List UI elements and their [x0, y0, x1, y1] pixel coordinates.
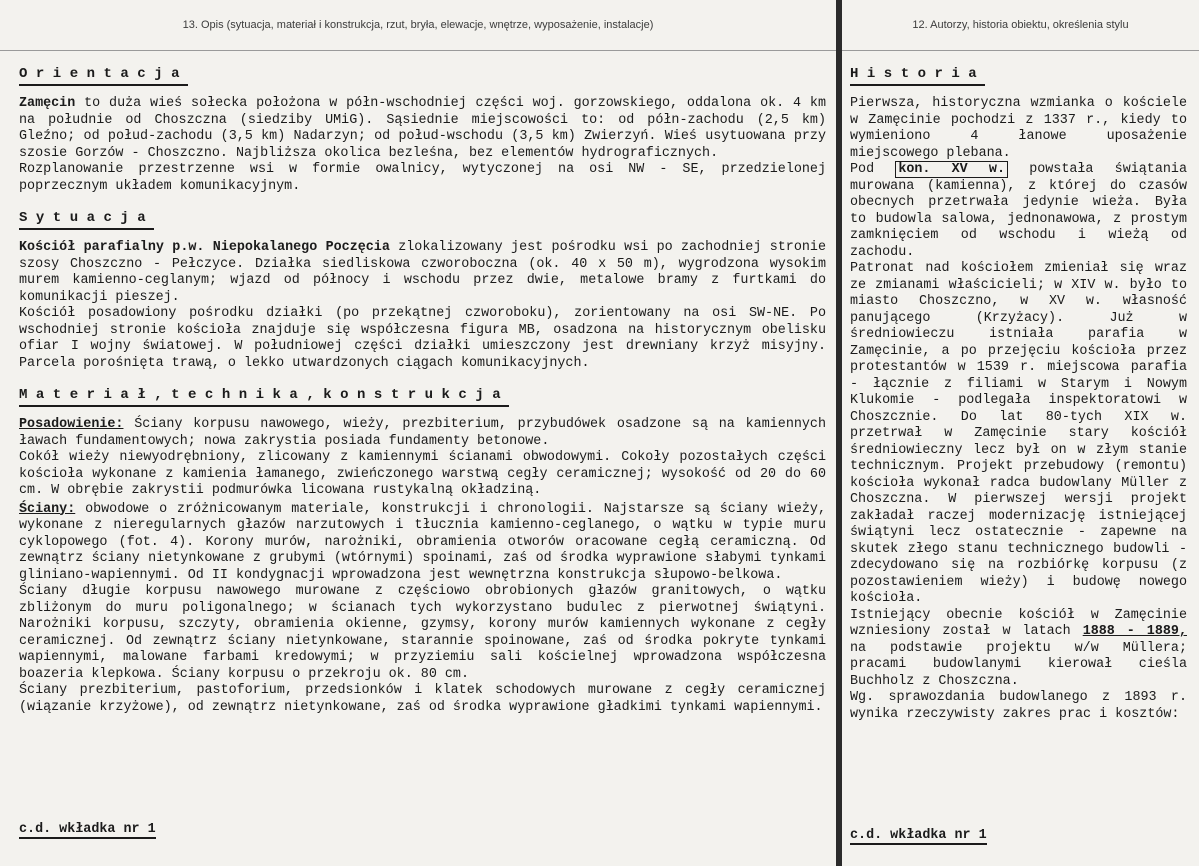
construction-dates: 1888 - 1889, [1082, 624, 1187, 639]
section-title-material: Materiał,technika,konstrukcja [19, 387, 509, 407]
section-title-historia: Historia [850, 66, 985, 86]
sciany-text: obwodowe o zróżnicowanym materiale, konstrukcji i chronologii. Najstarsze są ściany wieży, wykonane z nieregularnych głazów narzutowych i tłucznia kamienno-ceglanego, o wątku w typie muru cyklopowego (fot. 4). Korony murów, narożniki, obramienia otworów oracowane cegłą ceramiczną. Od zewnątrz ściany nietynkowane z grubymi (wtórnymi) spoinami, zaś od środka wyprawione słabymi tynkami gliniano-wapiennymi. Od II kondygnacji wprowadzona jest wewnętrzna konstrukcja słupowo-belkowa. [19, 501, 826, 583]
section-title-sytuacja: Sytuacja [19, 210, 154, 230]
history-column [842, 0, 1199, 866]
orientacja-text: to duża wieś sołecka położona w półn-wschodniej części woj. gorzowskiego, oddalona ok. 4 km na południe od Choszczna (siedziby UMiG). Sąsiednie miejscowości to: od półn-zachodu (2,5 km) Gleźno; od połud-zachodu (3,5 km) Nadarzyn; od połud-wschodu (3,5 km) Zwierzyń. Wieś usytuowana przy szosie Gorzów - Choszczno. Najbliższa okolica bezleśna, bez elementów hydrograficznych. [19, 96, 826, 161]
historia-p2-post: powstała świątania murowana (kamienna), z której do czasów obecnych przetrwała jedynie wieża. Była to budowla salowa, jednonawowa, z prostym zamknięciem od wschodu i wieżą od zachodu. [850, 162, 1187, 260]
historia-paragraph-1: Pierwsza, historyczna wzmianka o kościele w Zamęcinie pochodzi z 1337 r., kiedy to wymieniono 4 łanowe uposażenie miejscowego plebana. [850, 96, 1187, 161]
history-header: 12. Autorzy, historia obiektu, określenia stylu [842, 0, 1199, 51]
posadowienie-label: Posadowienie: [19, 417, 124, 432]
continued-label-right: c.d. wkładka nr 1 [850, 828, 987, 843]
orientacja-paragraph [19, 96, 826, 162]
sciany-paragraph-2: Ściany długie korpusu nawowego murowane z częściowo obrobionych głazów granitowych, o wątku zbliżonym do muru poligonalnego; w ścianach tych wykorzystano budulec z pierwotnej świątyni. Narożniki korpusu, szczyty, obramienia okienne, gzymsy, korony murów kamiennych wykonane z cegły ceramicznej. Od zewnątrz ściany nietynkowane, starannie spoinowane, zaś od środka pokryte tynkami wapiennymi, malowane farbami kredowymi; w przyziemiu sali kościelnej wprowadzona współczesna boazeria klepkowa. Ściany korpusu o przekroju ok. 80 cm. [19, 584, 826, 682]
orientacja-paragraph-2: Rozplanowanie przestrzenne wsi w formie owalnicy, wytyczonej na osi NW - SE, przedzielonej poprzecznym układem komunikacyjnym. [19, 162, 826, 194]
historia-p4-pre: Istniejący obecnie kościół w Zamęcinie wzniesiony został w latach [850, 607, 1187, 639]
sytuacja-paragraph [19, 240, 826, 306]
sytuacja-text: zlokalizowany jest pośrodku wsi po zachodniej stronie szosy Choszczno - Pełczyce. Działka siedliskowa czworoboczna (ok. 40 x 50 m), wygrodzona wysokim murem kamienno-ceglanym; wjazd od północy i wschodu przez dwie, metalowe bramy z furtkami do komunikacji pieszej. [19, 240, 826, 305]
church-name: Kościół parafialny p.w. Niepokalanego Poczęcia [19, 240, 390, 255]
history-body [850, 64, 1187, 723]
posadowienie-text: Ściany korpusu nawowego, wieży, prezbiterium, przybudówek osadzone są na kamiennych ławach fundamentowych; nowa zakrystia posiada fundamenty betonowe. [19, 417, 826, 449]
historia-p4-post: na podstawie projektu w/w Müllera; pracami budowlanymi kierował cieśla Buchholz z Choszczna. [850, 640, 1187, 689]
date-box: kon. XV w. [895, 161, 1008, 178]
sciany-paragraph [19, 502, 826, 585]
section-title-orientacja: Orientacja [19, 66, 188, 86]
sciany-label: Ściany: [19, 501, 76, 517]
description-header: 13. Opis (sytuacja, materiał i konstrukcja, rzut, bryła, elewacje, wnętrze, wyposażenie, instalacje) [0, 0, 836, 51]
continued-label-left: c.d. wkładka nr 1 [19, 822, 156, 837]
village-name: Zamęcin [19, 96, 76, 111]
sytuacja-paragraph-2: Kościół posadowiony pośrodku działki (po przekątnej czworoboku), zorientowany na osi SW-NE. Po wschodniej stronie kościoła znajduje się współczesna figura MB, osadzona na historycznym obelisku ofiar I wojny światowej. W południowej części działki umieszczony jest drewniany krzyż misyjny. Parcela porośnięta trawą, o lekko utwardzonych ciągach komunikacyjnych. [19, 306, 826, 371]
continued-note-right [850, 826, 987, 845]
historia-paragraph-5: Wg. sprawozdania budowlanego z 1893 r. wynika rzeczywisty zakres prac i kosztów: [850, 690, 1187, 722]
posadowienie-paragraph [19, 417, 826, 450]
description-body [19, 64, 826, 716]
continued-note-left [19, 820, 156, 839]
historia-paragraph-4 [850, 608, 1187, 691]
historia-paragraph-3: Patronat nad kościołem zmieniał się wraz ze zmianami właścicieli; w XIV w. było to miasto Choszczno, w XV w. własność panującego (Krzyżacy). Już w średniowieczu istniała parafia w Zamęcinie, a po przejęciu kościoła przez protestantów w 1539 r. miejscowa parafia - łącznie z filiami w Starym i Nowym Klukomie - podlegała inspektoratowi w Choszcznie. Do lat 80-tych XIX w. przetrwał w Zamęcinie stary kościół średniowieczny lecz był on w złym stanie technicznym. Projekt przebudowy (remontu) kościoła wykonał radca budowlany Müller z Choszczna. W pierwszej wersji projekt zakładał raczej modernizację istniejącej świątyni lecz ostatecznie - zapewne na skutek złego stanu technicznego budowli - zdecydowano się na rozbiórkę korpusu (z pozostawieniem wieży) i budowę nowego kościoła. [850, 261, 1187, 606]
historia-p2-pre: Pod [850, 162, 875, 177]
historia-paragraph-2 [850, 162, 1187, 261]
cokol-paragraph: Cokół wieży niewyodrębniony, zlicowany z kamiennymi ścianami obwodowymi. Cokoły pozostałych części kościoła wykonane z kamienia łamanego, zwieńczonego warstwą cegły ceramicznej; wysokość od 20 do 60 cm. W obrębie zakrystii podmurówka licowana rustykalną okładziną. [19, 450, 826, 498]
sciany-paragraph-3: Ściany prezbiterium, pastoforium, przedsionków i klatek schodowych murowane z cegły ceramicznej (wiązanie krzyżowe), od zewnątrz nietynkowane, zaś od środka wyprawione gładkimi tynkami wapiennymi. [19, 683, 826, 715]
